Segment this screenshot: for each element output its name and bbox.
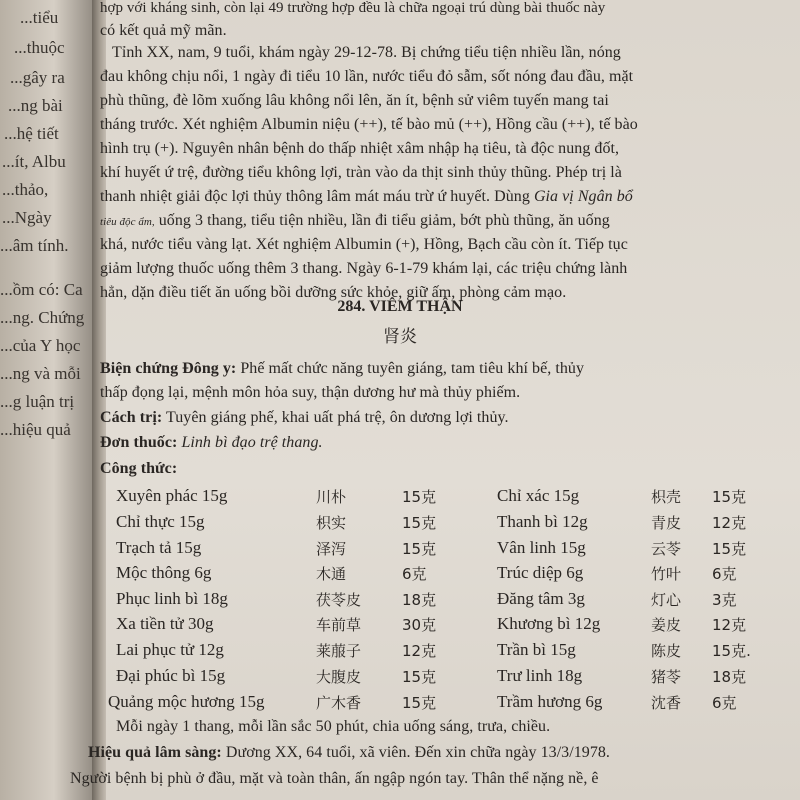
case-line: hình trụ (+). Nguyên nhân bệnh do thấp nhiệt xâm nhập hạ tiêu, tà độc nung đốt, [100,140,620,157]
body-line: có kết quả mỹ mãn. [100,22,227,39]
herb-name-cn: 茯苓皮 [316,591,362,609]
herb-name-cn: 车前草 [316,616,362,634]
herb-name-vn: Chỉ xác 15g [497,486,580,505]
case-line: hẳn, dặn điều tiết ăn uống bồi dưỡng sức khỏe, giữ ấm, phòng cảm mạo. [100,284,567,301]
left-page-line: ...ng và mỗi [0,364,81,383]
left-page-line: ...gây ra [10,68,65,87]
case-line [100,188,633,206]
case-line [100,212,610,230]
herb-name-cn: 枳实 [316,514,347,532]
herb-dose: 6克 [712,565,737,583]
left-page-line: ...ồm có: Ca [0,280,83,299]
bien-chung-line-2: thấp đọng lại, mệnh môn hỏa suy, thận dương hư mà thủy phiếm. [100,384,521,401]
herb-name-vn: Trạch tả 15g [116,538,202,557]
don-thuoc-text: Linh bì đạo trệ thang. [181,434,323,451]
herb-dose: 15克 [402,540,437,558]
herb-name-vn: Trần bì 15g [497,640,576,659]
left-page-line: ...thuộc [14,38,65,57]
case-line: phù thũng, đè lõm xuống lâu không nổi lên, ăn ít, bệnh sử viêm tuyến mang tai [100,92,609,109]
effect-text: Dương XX, 64 tuổi, xã viên. Đến xin chữa ngày 13/3/1978. [221,744,610,761]
herb-dose: 12克 [712,514,747,532]
left-page-line: ...Ngày [2,208,52,227]
ingredient-row [0,692,800,718]
herb-name-vn: Lai phục tử 12g [116,640,224,659]
cach-tri-line [100,409,509,427]
herb-name-vn: Đăng tâm 3g [497,589,585,608]
ingredient-row [0,486,800,512]
herb-name-vn: Quảng mộc hương 15g [108,692,265,711]
left-page-line: ...tiểu [20,8,59,27]
effect-label: Hiệu quả lâm sàng: [88,744,222,761]
left-page-line: ...hệ tiết [4,124,59,143]
cach-tri-label: Cách trị: [100,409,163,426]
herb-dose: 30克 [402,616,437,634]
effect-line-2: Người bệnh bị phù ở đầu, mặt và toàn thân, ấn ngập ngón tay. Thân thể nặng nề, ê [70,770,599,787]
ingredient-row [0,614,800,640]
case-line-text: thanh nhiệt giải độc lợi thủy thông lâm mát máu trừ ứ huyết. Dùng [100,188,530,205]
herb-name-cn: 川朴 [316,488,347,506]
herb-name-cn: 青皮 [651,514,682,532]
herb-dose: 15克 [402,514,437,532]
herb-name-vn: Đại phúc bì 15g [116,666,226,685]
cong-thuc-label: Công thức: [100,460,178,477]
effect-line [88,744,610,762]
ingredient-row [0,538,800,564]
dosage-line: Mỗi ngày 1 thang, mỗi lần sắc 50 phút, chia uống sáng, trưa, chiều. [116,718,551,735]
ingredient-row [0,640,800,666]
herb-name-vn: Chỉ thực 15g [116,512,205,531]
herb-dose: 15克 [402,694,437,712]
herb-name-cn: 莱菔子 [316,642,362,660]
left-page-line: ...thảo, [2,180,49,199]
herb-name-vn: Thanh bì 12g [497,512,588,531]
left-page-line: ...âm tính. [0,236,69,255]
case-line: đau không chịu nổi, 1 ngày đi tiểu 10 lần, nước tiểu đỏ sẫm, sốt nóng đau đầu, mặt [100,68,634,85]
herb-name-vn: Mộc thông 6g [116,563,212,582]
herb-name-vn: Trầm hương 6g [497,692,603,711]
left-page-line: ...hiệu quả [0,420,71,439]
herb-name-vn: Trư linh 18g [497,666,583,685]
herb-dose: 15克 [402,668,437,686]
case-line: Tỉnh XX, nam, 9 tuổi, khám ngày 29-12-78. Bị chứng tiểu tiện nhiều lần, nóng [112,44,621,61]
herb-dose: 18克 [712,668,747,686]
herb-name-vn: Vân linh 15g [497,538,586,557]
herb-name-cn: 木通 [316,565,347,583]
herb-dose: 12克 [712,616,747,634]
herb-dose: 15克 [402,488,437,506]
herb-name-cn: 竹叶 [651,565,682,583]
bien-chung-line [100,360,584,378]
ingredient-row [0,589,800,615]
herb-dose: 18克 [402,591,437,609]
herb-name-cn: 姜皮 [651,616,682,634]
top-fragment-line: hợp với kháng sinh, còn lại 49 trường hợp đều là chữa ngoại trú dùng bài thuốc này [100,0,606,16]
ingredient-row [0,512,800,538]
herb-dose: 3克 [712,591,737,609]
don-thuoc-line [100,434,323,452]
herb-name-vn: Xa tiền tử 30g [116,614,214,633]
case-line: tháng trước. Xét nghiệm Albumin niệu (++), tế bào mủ (++), Hồng cầu (++), tế bào [100,116,638,133]
section-heading: 284. VIÊM THẬN [337,298,463,315]
left-page-line: ...g luận trị [0,392,75,411]
case-drug-name-2: tiêu độc ẩm, [100,216,155,228]
herb-name-vn: Xuyên phác 15g [116,486,228,505]
case-line: khá, nước tiểu vàng lạt. Xét nghiệm Albumin (+), Hồng, Bạch cầu còn ít. Tiếp tục [100,236,628,253]
herb-dose: 6克 [712,694,737,712]
left-page-line: ...ng. Chứng [0,308,85,327]
left-page-line: ...của Y học [0,336,81,355]
herb-name-cn: 陈皮 [651,642,682,660]
case-after-drug: uống 3 thang, tiểu tiện nhiều, lần đi tiểu giảm, bớt phù thũng, ăn uống [158,212,610,229]
ingredient-row [0,563,800,589]
herb-name-cn: 泽泻 [316,540,347,558]
case-line: khí huyết ứ trệ, đường tiểu không lợi, tràn vào da thịt sinh thủy thũng. Phép trị là [100,164,622,181]
herb-name-cn: 沈香 [651,694,682,712]
herb-name-vn: Phục linh bì 18g [116,589,228,608]
herb-name-cn: 枳壳 [651,488,682,506]
bien-chung-text: Phế mất chức năng tuyên giáng, tam tiêu khí bế, thủy [236,360,585,377]
herb-name-cn: 云苓 [651,540,682,558]
herb-name-cn: 灯心 [651,591,682,609]
cong-thuc-line [100,460,177,478]
herb-name-vn: Trúc diệp 6g [497,563,584,582]
left-page-line: ...ng bài [8,96,63,115]
herb-name-vn: Khương bì 12g [497,614,601,633]
case-drug-name: Gia vị Ngân bổ [533,188,633,205]
left-page-line: ...ít, Albu [2,152,66,171]
case-line: giảm lượng thuốc uống thêm 3 thang. Ngày 6-1-79 khám lại, các triệu chứng lành [100,260,628,277]
herb-dose: 15克 [712,488,747,506]
don-thuoc-label: Đơn thuốc: [100,434,178,451]
herb-dose: 15克. [712,642,751,660]
herb-name-cn: 猪苓 [651,668,682,686]
herb-dose: 15克 [712,540,747,558]
cach-tri-text: Tuyên giáng phế, khai uất phá trệ, ôn dương lợi thủy. [162,409,509,426]
bien-chung-label: Biện chứng Đông y: [100,360,237,377]
ingredient-row [0,666,800,692]
section-cjk-title: 肾炎 [383,327,417,347]
herb-dose: 6克 [402,565,427,583]
herb-name-cn: 广木香 [316,694,362,712]
herb-dose: 12克 [402,642,437,660]
herb-name-cn: 大腹皮 [316,668,362,686]
